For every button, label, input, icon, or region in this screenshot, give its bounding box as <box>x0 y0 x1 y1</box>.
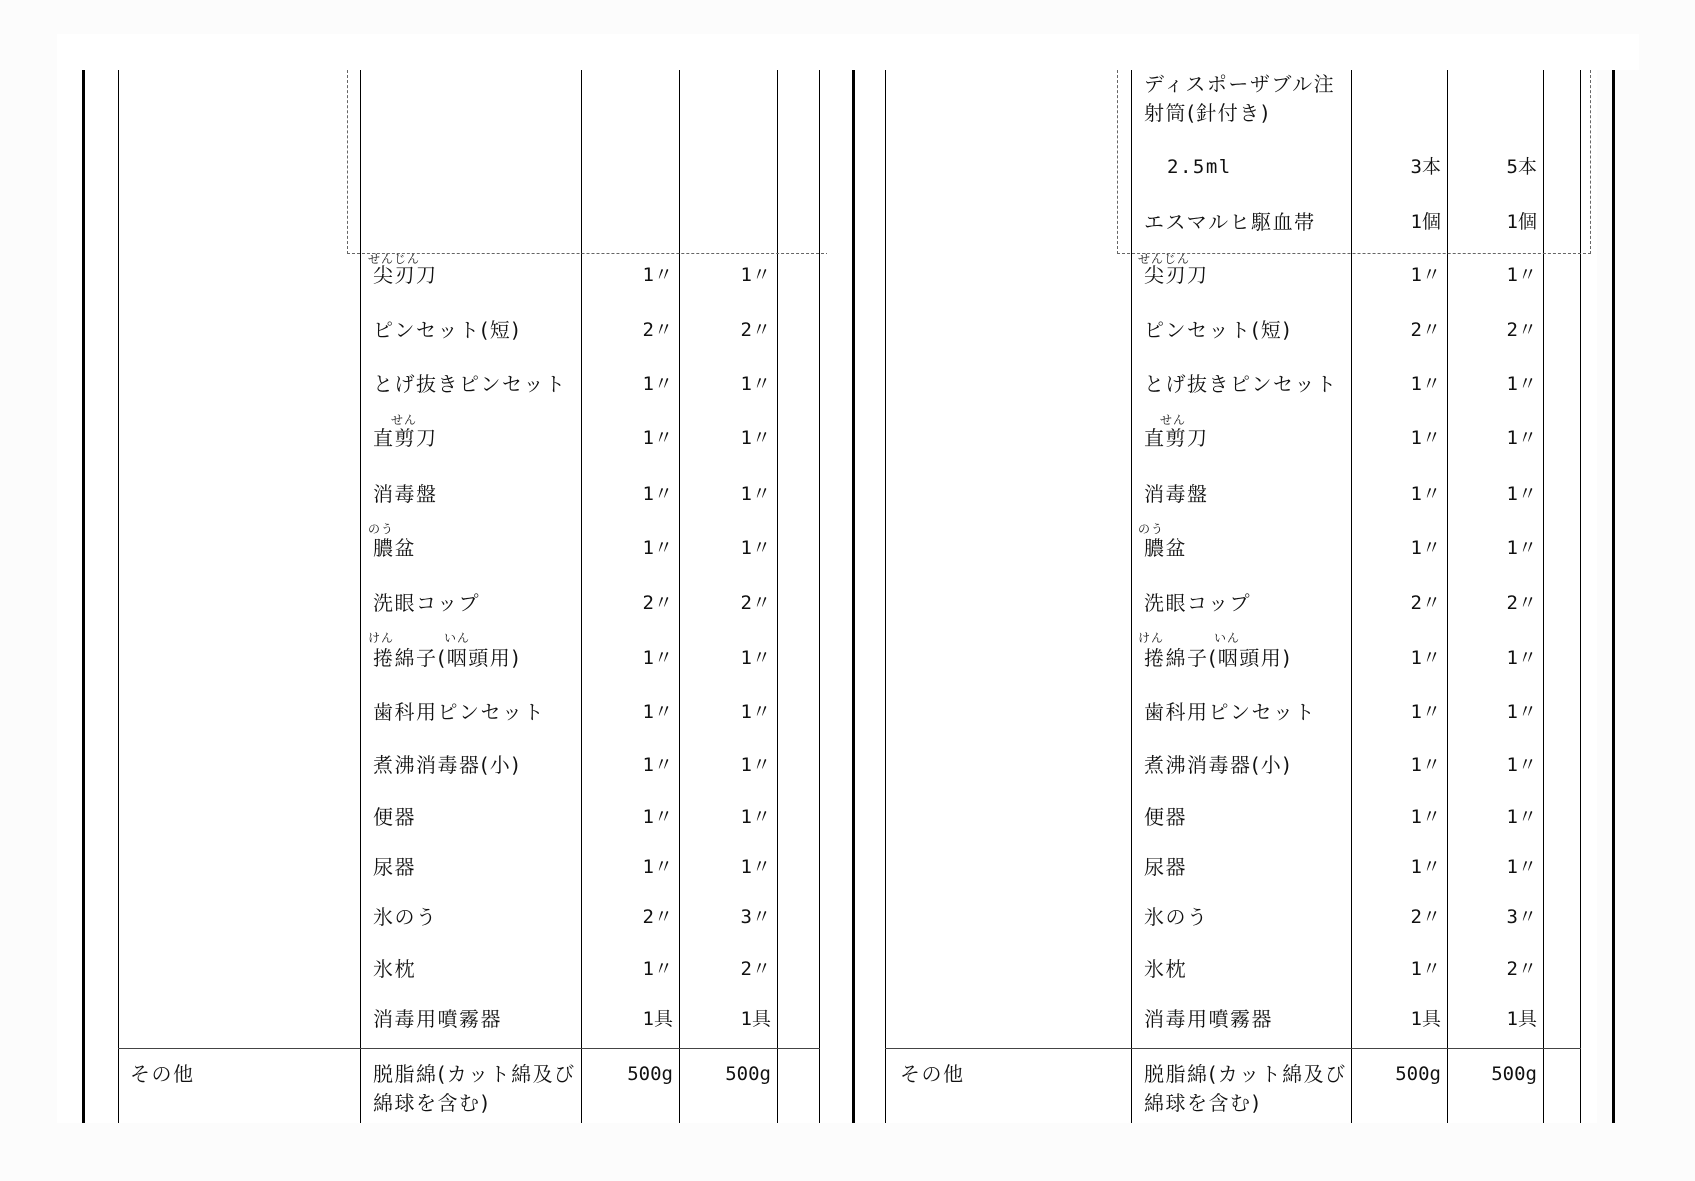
quantity-a: 1〃 <box>642 806 673 828</box>
quantity-a: 1〃 <box>642 647 673 669</box>
quantity-b: 1〃 <box>740 373 771 395</box>
quantity-b: 1〃 <box>1506 427 1537 449</box>
quantity-a: 1〃 <box>1410 427 1441 449</box>
quantity-a: 1具 <box>642 1008 673 1030</box>
quantity-b: 1〃 <box>1506 537 1537 559</box>
item-name: 脱脂綿(カット綿及び綿球を含む) <box>1144 1062 1347 1115</box>
quantity-a: 500g <box>627 1063 673 1085</box>
document-page-left <box>57 70 827 1123</box>
quantity-b: 5本 <box>1506 156 1537 178</box>
table-border-left <box>885 70 886 1123</box>
quantity-a: 1〃 <box>642 427 673 449</box>
quantity-a: 1〃 <box>642 701 673 723</box>
quantity-b: 2〃 <box>1506 592 1537 614</box>
quantity-b: 1具 <box>740 1008 771 1030</box>
ruby-note: せんじん <box>368 252 421 266</box>
quantity-b: 1〃 <box>740 537 771 559</box>
quantity-b: 1具 <box>1506 1008 1537 1030</box>
item-name: 尿器 <box>373 855 416 879</box>
quantity-a: 1〃 <box>1410 701 1441 723</box>
quantity-a: 1〃 <box>642 483 673 505</box>
quantity-b: 1個 <box>1506 211 1537 233</box>
item-name: 消毒盤 <box>1144 482 1209 506</box>
quantity-b: 1〃 <box>740 806 771 828</box>
page-border-left <box>852 70 855 1123</box>
table-border-left <box>118 70 119 1123</box>
page-border-right <box>1612 70 1615 1123</box>
quantity-a: 1〃 <box>1410 537 1441 559</box>
ruby-note: いん <box>444 631 471 645</box>
quantity-a: 1〃 <box>1410 754 1441 776</box>
item-name: 脱脂綿(カット綿及び綿球を含む) <box>373 1062 576 1115</box>
quantity-a: 500g <box>1395 1063 1441 1085</box>
quantity-b: 1〃 <box>1506 856 1537 878</box>
item-name: 氷枕 <box>373 957 416 981</box>
item-name: 歯科用ピンセット <box>373 700 545 724</box>
item-name: 膿盆 <box>1144 536 1187 560</box>
item-name: 歯科用ピンセット <box>1144 700 1316 724</box>
ruby-note: いん <box>1214 631 1241 645</box>
quantity-a: 1〃 <box>642 958 673 980</box>
item-name: 捲綿子(咽頭用) <box>1144 646 1292 670</box>
quantity-b: 1〃 <box>1506 647 1537 669</box>
quantity-a: 1〃 <box>1410 647 1441 669</box>
category-label: その他 <box>130 1062 195 1086</box>
item-name: 煮沸消毒器(小) <box>373 753 521 777</box>
item-name: とげ抜きピンセット <box>373 372 567 396</box>
item-name: とげ抜きピンセット <box>1144 372 1338 396</box>
quantity-b: 2〃 <box>740 592 771 614</box>
quantity-a: 1〃 <box>1410 373 1441 395</box>
item-name: 消毒用噴霧器 <box>1144 1007 1273 1031</box>
quantity-a: 2〃 <box>642 906 673 928</box>
item-name: 便器 <box>373 805 416 829</box>
quantity-b: 500g <box>725 1063 771 1085</box>
category-label: その他 <box>900 1062 965 1086</box>
quantity-a: 1個 <box>1410 211 1441 233</box>
quantity-a: 1〃 <box>642 537 673 559</box>
quantity-b: 1〃 <box>740 427 771 449</box>
ruby-note: せん <box>1160 413 1187 427</box>
ruby-note: せんじん <box>1138 252 1191 266</box>
item-name: 氷のう <box>1144 905 1209 929</box>
item-name: 捲綿子(咽頭用) <box>373 646 521 670</box>
quantity-a: 1〃 <box>642 264 673 286</box>
quantity-b: 1〃 <box>1506 701 1537 723</box>
quantity-b: 1〃 <box>1506 806 1537 828</box>
item-name: 尖刃刀 <box>1144 263 1209 287</box>
quantity-b: 1〃 <box>740 754 771 776</box>
ruby-note: せん <box>391 413 418 427</box>
quantity-a: 2〃 <box>1410 906 1441 928</box>
quantity-b: 1〃 <box>1506 754 1537 776</box>
quantity-a: 1〃 <box>1410 483 1441 505</box>
quantity-b: 3〃 <box>740 906 771 928</box>
item-name: 膿盆 <box>373 536 416 560</box>
quantity-a: 1〃 <box>1410 958 1441 980</box>
item-name: 洗眼コップ <box>373 591 481 615</box>
ruby-note: けん <box>368 631 395 645</box>
quantity-b: 1〃 <box>1506 373 1537 395</box>
item-name: ピンセット(短) <box>373 318 521 342</box>
viewer-top-bar <box>57 34 1639 70</box>
item-name: 洗眼コップ <box>1144 591 1252 615</box>
quantity-b: 1〃 <box>740 647 771 669</box>
item-name: 直剪刀 <box>373 426 438 450</box>
row-divider-other <box>885 1048 1581 1049</box>
quantity-b: 2〃 <box>1506 958 1537 980</box>
quantity-b: 1〃 <box>1506 483 1537 505</box>
quantity-a: 1〃 <box>642 856 673 878</box>
quantity-b: 1〃 <box>740 856 771 878</box>
quantity-b: 2〃 <box>1506 319 1537 341</box>
ruby-note: けん <box>1138 631 1165 645</box>
quantity-a: 1〃 <box>1410 264 1441 286</box>
quantity-b: 1〃 <box>740 483 771 505</box>
quantity-b: 1〃 <box>740 701 771 723</box>
item-name: 氷のう <box>373 905 438 929</box>
item-name: 煮沸消毒器(小) <box>1144 753 1292 777</box>
item-name: ピンセット(短) <box>1144 318 1292 342</box>
item-name: 尿器 <box>1144 855 1187 879</box>
quantity-b: 1〃 <box>1506 264 1537 286</box>
quantity-a: 1〃 <box>642 373 673 395</box>
quantity-b: 1〃 <box>740 264 771 286</box>
quantity-a: 1〃 <box>1410 856 1441 878</box>
dashed-frame <box>347 70 829 254</box>
document-page-right <box>827 70 1597 1123</box>
quantity-b: 500g <box>1491 1063 1537 1085</box>
item-name: 氷枕 <box>1144 957 1187 981</box>
item-name: 消毒用噴霧器 <box>373 1007 502 1031</box>
quantity-b: 2〃 <box>740 958 771 980</box>
item-name: エスマルヒ駆血帯 <box>1144 210 1316 234</box>
item-name: 直剪刀 <box>1144 426 1209 450</box>
quantity-b: 3〃 <box>1506 906 1537 928</box>
quantity-a: 1具 <box>1410 1008 1441 1030</box>
ruby-note: のう <box>1138 522 1165 536</box>
quantity-a: 2〃 <box>642 592 673 614</box>
item-name: 便器 <box>1144 805 1187 829</box>
quantity-a: 2〃 <box>642 319 673 341</box>
item-name: 消毒盤 <box>373 482 438 506</box>
item-name: 2.5ml <box>1167 156 1232 178</box>
quantity-a: 2〃 <box>1410 592 1441 614</box>
ruby-note: のう <box>368 522 395 536</box>
item-name: ディスポーザブル注射筒(針付き) <box>1144 72 1336 125</box>
quantity-a: 1〃 <box>642 754 673 776</box>
page-border-left <box>82 70 85 1123</box>
quantity-a: 3本 <box>1410 156 1441 178</box>
quantity-a: 1〃 <box>1410 806 1441 828</box>
row-divider-other <box>118 1048 820 1049</box>
quantity-b: 2〃 <box>740 319 771 341</box>
item-name: 尖刃刀 <box>373 263 438 287</box>
quantity-a: 2〃 <box>1410 319 1441 341</box>
